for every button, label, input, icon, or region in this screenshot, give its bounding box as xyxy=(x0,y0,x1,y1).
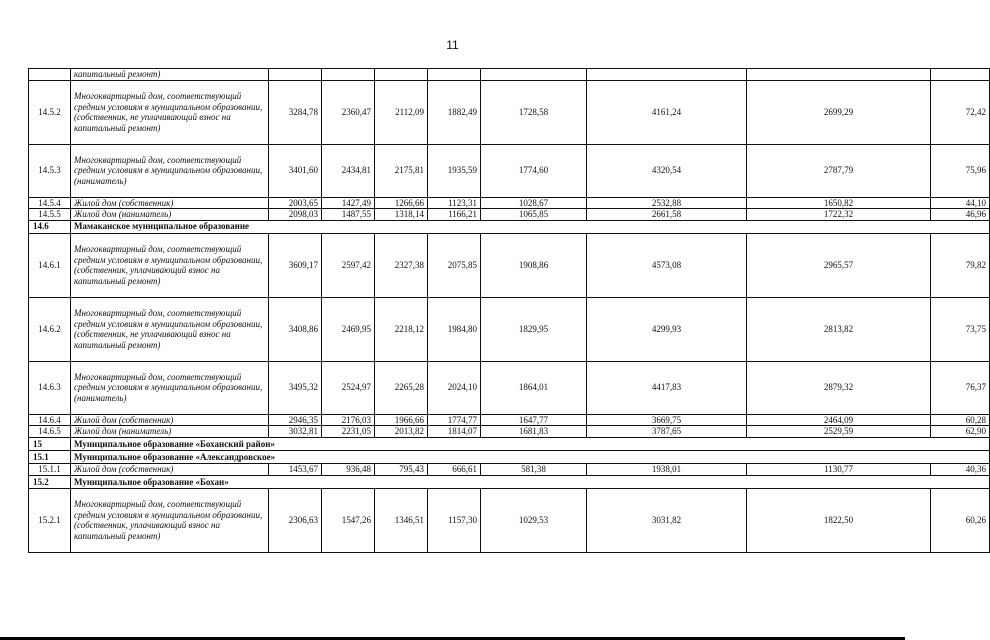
row-description: Многоквартирный дом, соответствующий средним условиям в муниципальном образовании, (собственник, уплачивающий взнос на капитальный ремонт) xyxy=(71,233,269,297)
value-cell-col6: 2661,58 xyxy=(587,209,747,221)
table-row xyxy=(29,488,990,552)
value-cell-col2 xyxy=(322,69,375,81)
value-cell-col4: 2075,85 xyxy=(428,233,481,297)
value-cell-col4: 1157,30 xyxy=(428,488,481,552)
value-cell-col1: 1453,67 xyxy=(269,463,322,475)
row-description: Жилой дом (наниматель) xyxy=(71,209,269,221)
row-code: 15.2.1 xyxy=(29,488,71,552)
value-cell-col7: 2529,59 xyxy=(747,426,931,438)
value-cell-col4: 666,61 xyxy=(428,463,481,475)
value-cell-col5 xyxy=(481,69,587,81)
value-cell-col2: 2176,03 xyxy=(322,414,375,426)
section-title: Мамаканское муниципальное образование xyxy=(71,220,990,233)
value-cell-col1: 2946,35 xyxy=(269,414,322,426)
value-cell-col7: 2965,57 xyxy=(747,233,931,297)
value-cell-col3: 1346,51 xyxy=(375,488,428,552)
value-cell-col5: 1065,85 xyxy=(481,209,587,221)
row-description: Многоквартирный дом, соответствующий средним условиям в муниципальном образовании, (наниматель) xyxy=(71,361,269,414)
value-cell-col8: 46,96 xyxy=(931,209,990,221)
value-cell-col3: 795,43 xyxy=(375,463,428,475)
value-cell-col4: 1814,07 xyxy=(428,426,481,438)
section-row xyxy=(29,437,990,450)
value-cell-col2: 2524,97 xyxy=(322,361,375,414)
value-cell-col6: 3031,82 xyxy=(587,488,747,552)
value-cell-col7: 1130,77 xyxy=(747,463,931,475)
value-cell-col5: 1681,83 xyxy=(481,426,587,438)
row-description: капитальный ремонт) xyxy=(71,69,269,81)
row-description: Жилой дом (собственник) xyxy=(71,463,269,475)
value-cell-col4: 1882,49 xyxy=(428,80,481,144)
value-cell-col7: 2464,09 xyxy=(747,414,931,426)
value-cell-col5: 1908,86 xyxy=(481,233,587,297)
value-cell-col7: 2813,82 xyxy=(747,297,931,361)
table-row xyxy=(29,233,990,297)
value-cell-col5: 1774,60 xyxy=(481,144,587,197)
value-cell-col1: 3032,81 xyxy=(269,426,322,438)
row-description: Многоквартирный дом, соответствующий средним условиям в муниципальном образовании, (наниматель) xyxy=(71,144,269,197)
table-row xyxy=(29,463,990,475)
value-cell-col3: 2175,81 xyxy=(375,144,428,197)
section-title: Муниципальное образование «Бохан» xyxy=(71,475,990,488)
value-cell-col8: 75,96 xyxy=(931,144,990,197)
value-cell-col6: 4320,54 xyxy=(587,144,747,197)
row-code: 14.5.4 xyxy=(29,197,71,209)
table-row xyxy=(29,209,990,221)
value-cell-col2: 1487,55 xyxy=(322,209,375,221)
value-cell-col6: 3669,75 xyxy=(587,414,747,426)
value-cell-col3 xyxy=(375,69,428,81)
value-cell-col5: 1029,53 xyxy=(481,488,587,552)
row-code: 14.6.5 xyxy=(29,426,71,438)
value-cell-col8: 79,82 xyxy=(931,233,990,297)
value-cell-col8: 44,10 xyxy=(931,197,990,209)
section-row xyxy=(29,475,990,488)
value-cell-col5: 1728,58 xyxy=(481,80,587,144)
value-cell-col6: 4417,83 xyxy=(587,361,747,414)
value-cell-col3: 2327,38 xyxy=(375,233,428,297)
row-code: 14.6.2 xyxy=(29,297,71,361)
value-cell-col3: 2013,82 xyxy=(375,426,428,438)
value-cell-col4: 1774,77 xyxy=(428,414,481,426)
value-cell-col4: 1935,59 xyxy=(428,144,481,197)
value-cell-col3: 1266,66 xyxy=(375,197,428,209)
value-cell-col8: 60,26 xyxy=(931,488,990,552)
value-cell-col6: 4299,93 xyxy=(587,297,747,361)
value-cell-col7 xyxy=(747,69,931,81)
table-row xyxy=(29,69,990,81)
row-code: 14.5.3 xyxy=(29,144,71,197)
section-code: 14.6 xyxy=(29,220,71,233)
value-cell-col1: 3401,60 xyxy=(269,144,322,197)
tariff-table xyxy=(28,68,990,553)
table-row xyxy=(29,80,990,144)
section-row xyxy=(29,450,990,463)
value-cell-col5: 1829,95 xyxy=(481,297,587,361)
table-body xyxy=(29,69,990,553)
table-row xyxy=(29,144,990,197)
section-title: Муниципальное образование «Боханский район» xyxy=(71,437,990,450)
value-cell-col4 xyxy=(428,69,481,81)
value-cell-col3: 1318,14 xyxy=(375,209,428,221)
value-cell-col7: 2699,29 xyxy=(747,80,931,144)
value-cell-col4: 2024,10 xyxy=(428,361,481,414)
table-row xyxy=(29,297,990,361)
value-cell-col6: 1938,01 xyxy=(587,463,747,475)
value-cell-col4: 1166,21 xyxy=(428,209,481,221)
value-cell-col4: 1123,31 xyxy=(428,197,481,209)
value-cell-col7: 2787,79 xyxy=(747,144,931,197)
value-cell-col1: 2306,63 xyxy=(269,488,322,552)
value-cell-col7: 1650,82 xyxy=(747,197,931,209)
value-cell-col5: 1647,77 xyxy=(481,414,587,426)
row-description: Многоквартирный дом, соответствующий средним условиям в муниципальном образовании, (собственник, не уплачивающий взнос на капитальный ремонт) xyxy=(71,297,269,361)
table-row xyxy=(29,197,990,209)
table-row xyxy=(29,414,990,426)
row-code: 14.5.2 xyxy=(29,80,71,144)
row-description: Многоквартирный дом, соответствующий средним условиям в муниципальном образовании, (собственник, не уплачивающий взнос на капитальный ремонт) xyxy=(71,80,269,144)
section-row xyxy=(29,220,990,233)
value-cell-col3: 1966,66 xyxy=(375,414,428,426)
value-cell-col2: 2360,47 xyxy=(322,80,375,144)
value-cell-col2: 2597,42 xyxy=(322,233,375,297)
value-cell-col2: 2469,95 xyxy=(322,297,375,361)
value-cell-col8: 62,90 xyxy=(931,426,990,438)
value-cell-col6: 4573,08 xyxy=(587,233,747,297)
value-cell-col2: 2434,81 xyxy=(322,144,375,197)
row-code: 14.6.4 xyxy=(29,414,71,426)
value-cell-col5: 1028,67 xyxy=(481,197,587,209)
section-title: Муниципальное образование «Александровское» xyxy=(71,450,990,463)
value-cell-col6 xyxy=(587,69,747,81)
value-cell-col1 xyxy=(269,69,322,81)
value-cell-col4: 1984,80 xyxy=(428,297,481,361)
value-cell-col1: 3495,32 xyxy=(269,361,322,414)
table-row xyxy=(29,361,990,414)
value-cell-col6: 3787,65 xyxy=(587,426,747,438)
value-cell-col8: 40,36 xyxy=(931,463,990,475)
value-cell-col8: 60,28 xyxy=(931,414,990,426)
value-cell-col6: 2532,88 xyxy=(587,197,747,209)
table-row xyxy=(29,426,990,438)
row-code: 14.6.3 xyxy=(29,361,71,414)
value-cell-col2: 936,48 xyxy=(322,463,375,475)
value-cell-col7: 2879,32 xyxy=(747,361,931,414)
value-cell-col1: 3284,78 xyxy=(269,80,322,144)
row-description: Жилой дом (собственник) xyxy=(71,197,269,209)
row-code: 14.6.1 xyxy=(29,233,71,297)
row-description: Многоквартирный дом, соответствующий средним условиям в муниципальном образовании, (собственник, уплачивающий взнос на капитальный ремонт) xyxy=(71,488,269,552)
value-cell-col8: 76,37 xyxy=(931,361,990,414)
row-code: 14.5.5 xyxy=(29,209,71,221)
value-cell-col2: 1427,49 xyxy=(322,197,375,209)
value-cell-col8: 72,42 xyxy=(931,80,990,144)
value-cell-col3: 2112,09 xyxy=(375,80,428,144)
section-code: 15 xyxy=(29,437,71,450)
row-description: Жилой дом (собственник) xyxy=(71,414,269,426)
row-description: Жилой дом (наниматель) xyxy=(71,426,269,438)
section-code: 15.2 xyxy=(29,475,71,488)
value-cell-col1: 3408,86 xyxy=(269,297,322,361)
section-code: 15.1 xyxy=(29,450,71,463)
value-cell-col1: 3609,17 xyxy=(269,233,322,297)
value-cell-col8 xyxy=(931,69,990,81)
value-cell-col8: 73,75 xyxy=(931,297,990,361)
row-code: 15.1.1 xyxy=(29,463,71,475)
value-cell-col7: 1722,32 xyxy=(747,209,931,221)
value-cell-col5: 581,38 xyxy=(481,463,587,475)
value-cell-col1: 2098,03 xyxy=(269,209,322,221)
value-cell-col1: 2003,65 xyxy=(269,197,322,209)
value-cell-col5: 1864,01 xyxy=(481,361,587,414)
value-cell-col2: 1547,26 xyxy=(322,488,375,552)
value-cell-col7: 1822,50 xyxy=(747,488,931,552)
page-number: 11 xyxy=(446,38,459,52)
value-cell-col3: 2218,12 xyxy=(375,297,428,361)
value-cell-col3: 2265,28 xyxy=(375,361,428,414)
row-code xyxy=(29,69,71,81)
value-cell-col6: 4161,24 xyxy=(587,80,747,144)
value-cell-col2: 2231,05 xyxy=(322,426,375,438)
